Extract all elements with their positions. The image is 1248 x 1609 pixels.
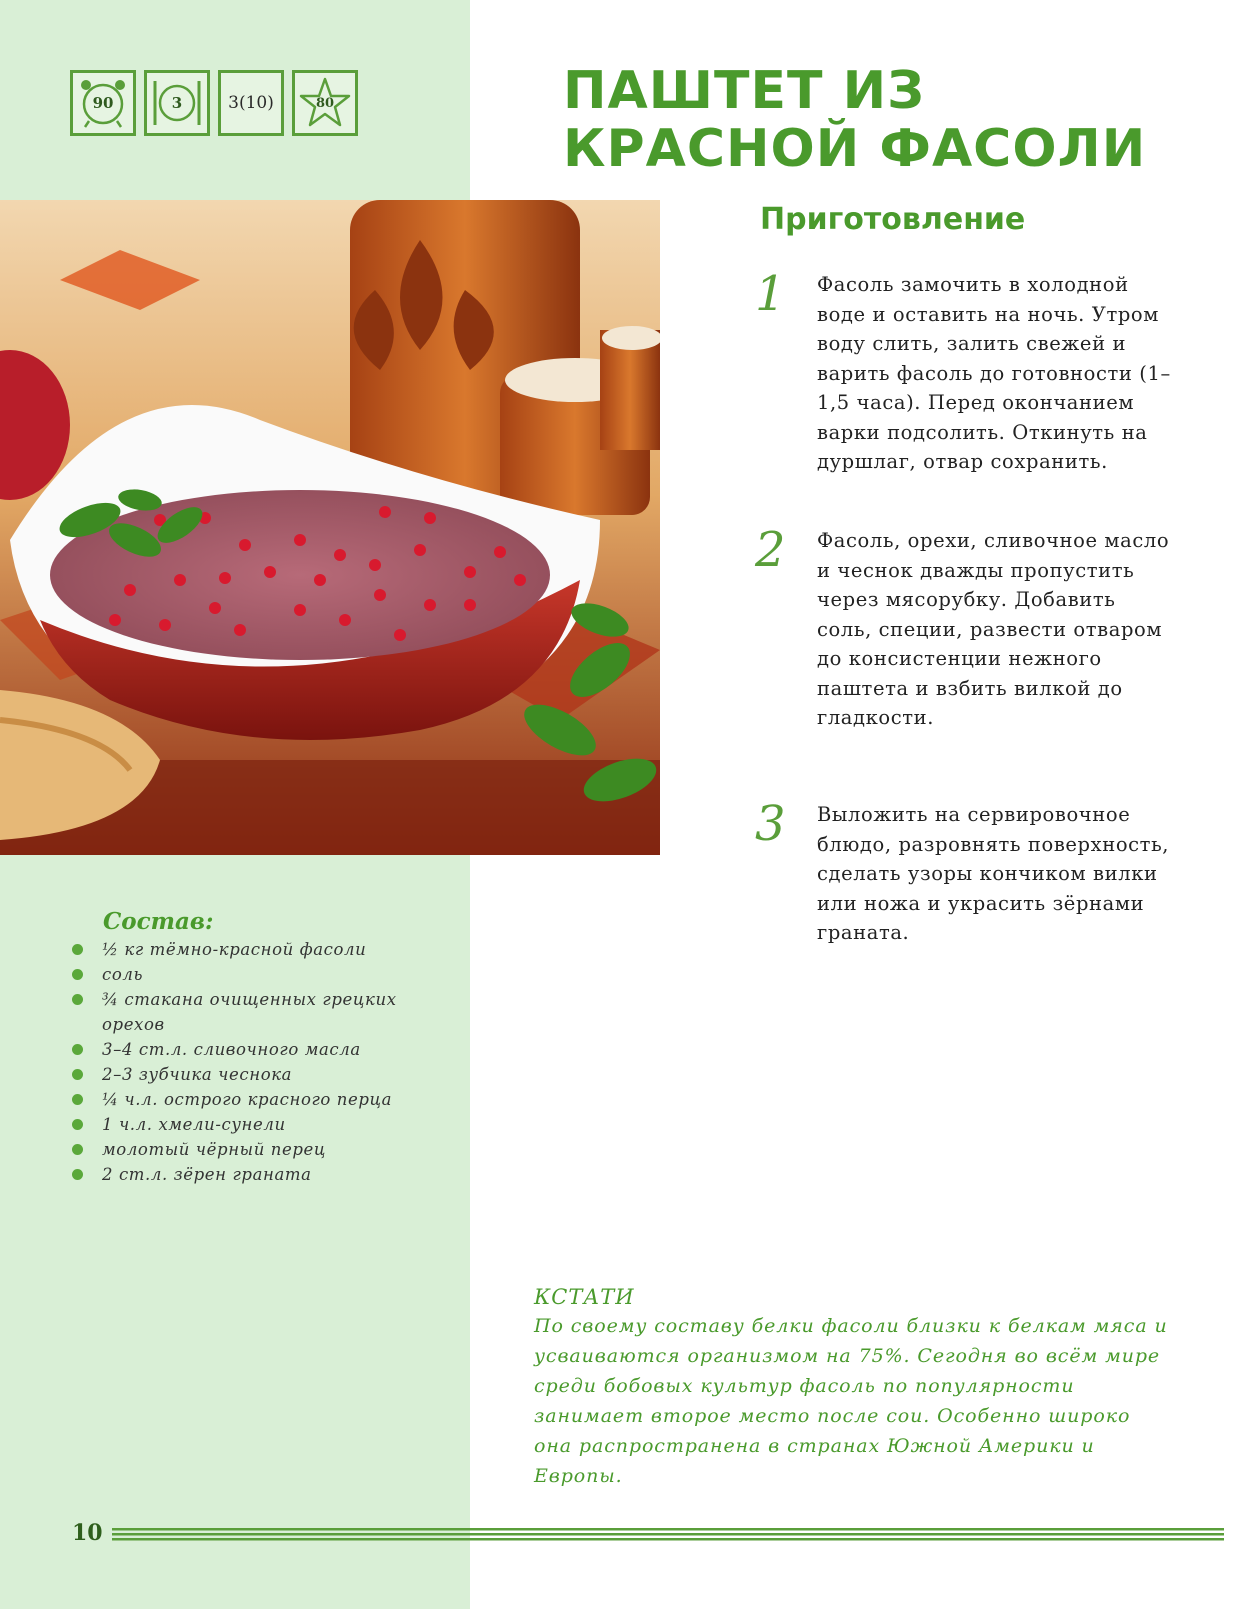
dish-photo: [0, 200, 660, 855]
list-item: 2 ст.л. зёрен граната: [72, 1162, 462, 1187]
rating-value: 80: [315, 95, 335, 111]
portions-badge: [218, 70, 284, 136]
step-text: Выложить на сервировочное блюдо, разровнять поверхность, сделать узоры кончиком вилки или ножа и украсить зёрнами граната.: [817, 803, 1170, 944]
step-number: 2: [755, 522, 786, 578]
recipe-badges: [70, 70, 358, 136]
ingredients-heading: Состав:: [103, 908, 214, 935]
fact-heading: КСТАТИ: [534, 1285, 635, 1309]
portions-value: 3(10): [228, 93, 274, 113]
bullet-icon: [72, 1094, 83, 1105]
step-number: 1: [755, 266, 786, 322]
list-item: ½ кг тёмно-красной фасоли: [72, 937, 462, 962]
recipe-title: ПАШТЕТ ИЗ КРАСНОЙ ФАСОЛИ: [563, 61, 1147, 179]
servings-badge: [144, 70, 210, 136]
step-text: Фасоль, орехи, сливочное масло и чеснок дважды пропустить через мясорубку. Добавить соль, специи, развести отваром до консистенции нежного паштета и взбить вилкой до гладкости.: [817, 529, 1170, 729]
time-value: 90: [92, 94, 114, 112]
step-1: [755, 266, 1175, 477]
ingredients-list: [72, 937, 462, 1187]
list-item: ¼ ч.л. острого красного перца: [72, 1087, 462, 1112]
step-text: Фасоль замочить в холодной воде и оставить на ночь. Утром воду слить, залить свежей и варить фасоль до готовности (1–1,5 часа). Перед окончанием варки подсолить. Откинуть на дуршлаг, отвар сохранить.: [817, 273, 1171, 473]
bullet-icon: [72, 994, 83, 1005]
step-number: 3: [755, 796, 786, 852]
rating-badge: [292, 70, 358, 136]
bullet-icon: [72, 1169, 83, 1180]
list-item: 3–4 ст.л. сливочного масла: [72, 1037, 462, 1062]
list-item: 1 ч.л. хмели-сунели: [72, 1112, 462, 1137]
bullet-icon: [72, 1069, 83, 1080]
list-item: ¾ стакана очищенных грецких орехов: [72, 987, 462, 1037]
bullet-icon: [72, 969, 83, 980]
bullet-icon: [72, 1044, 83, 1055]
list-item: молотый чёрный перец: [72, 1137, 462, 1162]
step-3: [755, 796, 1175, 948]
time-badge: [70, 70, 136, 136]
bullet-icon: [72, 1119, 83, 1130]
list-item: 2–3 зубчика чеснока: [72, 1062, 462, 1087]
step-2: [755, 522, 1175, 733]
list-item: соль: [72, 962, 462, 987]
fact-text: По своему составу белки фасоли близки к белкам мяса и усваиваются организмом на 75%. Сегодня во всём мире среди бобовых культур фасоль по популярности занимает второе место после сои. Особенно широко она распространена в странах Южной Америки и Европы.: [534, 1315, 1168, 1487]
footer-rule: [112, 1528, 1224, 1542]
page-number: 10: [72, 1520, 103, 1546]
bullet-icon: [72, 944, 83, 955]
fact-box: [534, 1285, 1174, 1491]
servings-value: 3: [171, 94, 183, 112]
preparation-heading: Приготовление: [760, 202, 1026, 237]
bullet-icon: [72, 1144, 83, 1155]
